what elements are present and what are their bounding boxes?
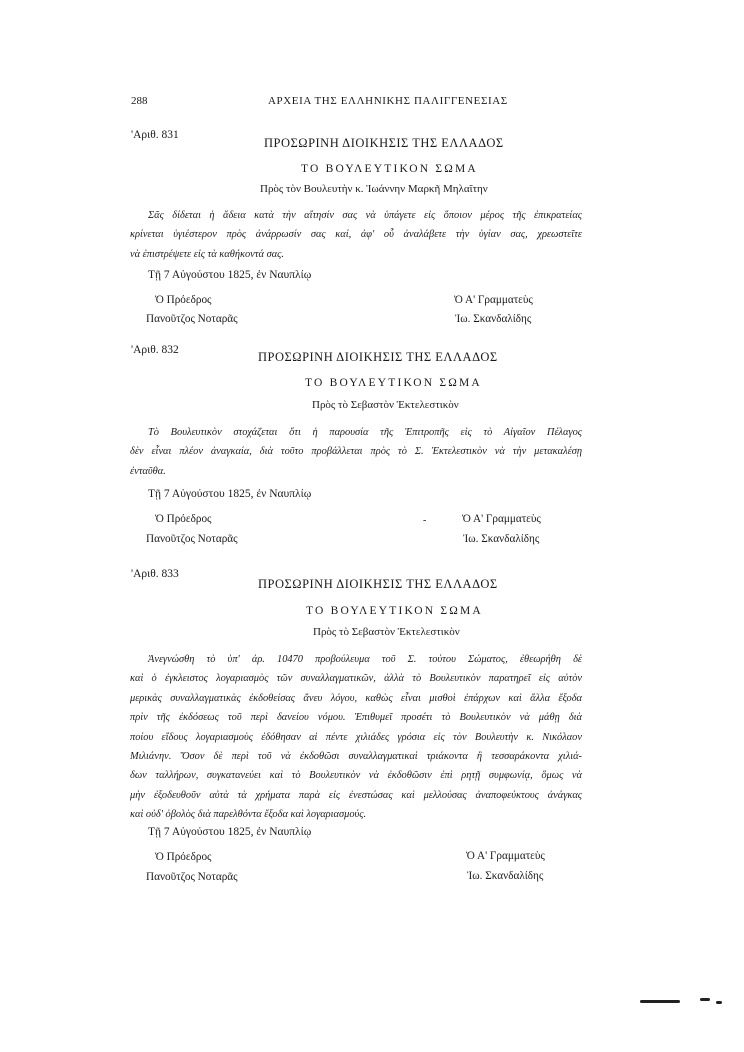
secretary-title: Ὁ Α' Γραμματεὺς [462,513,541,525]
president-name: Πανοῦτζος Νοταρᾶς [146,313,238,325]
text-line: Τὸ Βουλευτικὸν στοχάζεται ὅτι ἡ παρουσία τῆς Ἐπιτροπῆς εἰς τὸ Αἰγαῖον Πέλαγος [148,427,582,438]
scan-mark [716,1001,722,1004]
date-line: Τῇ 7 Αὐγούστου 1825, ἐν Ναυπλίῳ [148,488,312,500]
text-line: νὰ ἐπιστρέψετε εἰς τὰ καθήκοντά σας. [130,248,284,260]
recipient-line: Πρὸς τὸν Βουλευτὴν κ. Ἰωάννην Μαρκῆ Μηλαῖτην [260,183,488,195]
president-title: Ὁ Πρόεδρος [155,513,212,525]
secretary-title: Ὁ Α' Γραμματεὺς [454,294,533,306]
document-text [130,650,582,825]
body-title: ΤΟ ΒΟΥΛΕΥΤΙΚΟΝ ΣΩΜΑ [305,377,482,389]
running-title: ΑΡΧΕΙΑ ΤΗΣ ΕΛΛΗΝΙΚΗΣ ΠΑΛΙΓΓΕΝΕΣΙΑΣ [268,95,508,107]
scan-mark [640,1000,680,1003]
secretary-title: Ὁ Α' Γραμματεὺς [466,850,545,862]
recipient-line: Πρὸς τὸ Σεβαστὸν Ἐκτελεστικὸν [312,399,459,411]
president-name: Πανοῦτζος Νοταρᾶς [146,871,238,883]
secretary-name: Ἰω. Σκανδαλίδης [467,870,544,882]
document-heading: ΠΡΟΣΩΡΙΝΗ ΔΙΟΙΚΗΣΙΣ ΤΗΣ ΕΛΛΑΔΟΣ [258,350,498,364]
separator-dash: - [423,515,427,526]
text-line: Σᾶς δίδεται ἡ ἄδεια κατὰ τὴν αἴτησίν σας νὰ ὑπάγετε εἰς ὅποιον μέρος τῆς ἐπικρατείας [148,210,582,221]
document-text [130,423,582,481]
body-title: ΤΟ ΒΟΥΛΕΥΤΙΚΟΝ ΣΩΜΑ [301,163,478,175]
document-number: 'Αριθ. 833 [131,568,179,580]
text-line: μὴν ἐξοδευθοῦν αὐτὰ τὰ χρήματα παρὰ εἰς ἐνεστώσας καὶ μελλούσας ἀναποφεύκτους ἀνάγκας [130,789,582,801]
date-line: Τῇ 7 Αὐγούστου 1825, ἐν Ναυπλίῳ [148,826,312,838]
scan-mark [700,998,710,1001]
document-text [130,206,582,264]
text-line: πρὶν τῆς ἐκδόσεως τοῦ περὶ δανείου νόμου. Ἐπιθυμεῖ προσέτι τὸ Βουλευτικὸν νὰ μάθῃ διὰ [130,712,582,724]
text-line: ἐνταῦθα. [130,465,166,477]
text-line: Ἀνεγνώσθη τὸ ὑπ' ἀρ. 10470 προβούλευμα τοῦ Σ. τούτου Σώματος, ἐθεωρήθη δὲ [148,654,582,665]
secretary-name: Ἰω. Σκανδαλίδης [455,313,532,325]
document-heading: ΠΡΟΣΩΡΙΝΗ ΔΙΟΙΚΗΣΙΣ ΤΗΣ ΕΛΛΑΔΟΣ [264,136,504,150]
text-line: δὲν εἶναι πλέον ἀναγκαία, διὰ τοῦτο προβάλλεται πρὸς τὸ Σ. Ἐκτελεστικὸν νὰ τὴν μετακαλέσῃ [130,446,582,458]
recipient-line: Πρὸς τὸ Σεβαστὸν Ἐκτελεστικὸν [313,626,460,638]
body-title: ΤΟ ΒΟΥΛΕΥΤΙΚΟΝ ΣΩΜΑ [306,605,483,617]
text-line: ποίου εἴδους λογαριασμοὺς ἐδόθησαν αἱ πέντε χιλιάδες γρόσια εἰς τὸν Βουλευτὴν κ. Νικόλαον [130,731,582,743]
text-line: μερικὰς συναλλαγματικὰς ἐκδοθείσας ἄνευ λόγου, καθὼς εἶναι μισθοὶ ἐπάρχων καὶ ἄλλα ἔξοδα [130,692,582,704]
secretary-name: Ἰω. Σκανδαλίδης [463,533,540,545]
text-line: κρίνεται ὑγιέστερον πρὸς ἀνάρρωσίν σας καί, ἀφ' οὗ ἀναλάβετε τὴν ὑγίαν σας, χρεωστεῖτε [130,229,582,241]
president-title: Ὁ Πρόεδρος [155,851,212,863]
president-title: Ὁ Πρόεδρος [155,294,212,306]
text-line: καὶ οὐδ' ὀβολὸς διὰ παρελθόντα ἔξοδα καὶ λογαριασμούς. [130,809,367,821]
document-number: 'Αριθ. 832 [131,344,179,356]
text-line: Μιλιάνην. Ὅσον δὲ περὶ τοῦ νὰ ἐκδοθῶσι συναλλαγματικαὶ τριάκοντα ἢ τεσσαράκοντα χιλιά- [130,751,582,763]
text-line: καὶ ὁ ἐγκλειστος λογαριασμὸς τῶν συναλλαγματικῶν, ἀλλὰ τὸ Βουλευτικὸν παρατηρεῖ εἰς αὐτὸν [130,673,582,685]
document-heading: ΠΡΟΣΩΡΙΝΗ ΔΙΟΙΚΗΣΙΣ ΤΗΣ ΕΛΛΑΔΟΣ [258,577,498,591]
president-name: Πανοῦτζος Νοταρᾶς [146,533,238,545]
text-line: δων ταλλήρων, συγκατανεύει καὶ τὸ Βουλευτικὸν νὰ ἐκδοθῶσιν ἐπὶ ρητῇ συμφωνίᾳ, ὅμως νὰ [130,770,582,782]
document-number: 'Αριθ. 831 [131,129,179,141]
page-number: 288 [131,95,148,107]
date-line: Τῇ 7 Αὐγούστου 1825, ἐν Ναυπλίῳ [148,269,312,281]
